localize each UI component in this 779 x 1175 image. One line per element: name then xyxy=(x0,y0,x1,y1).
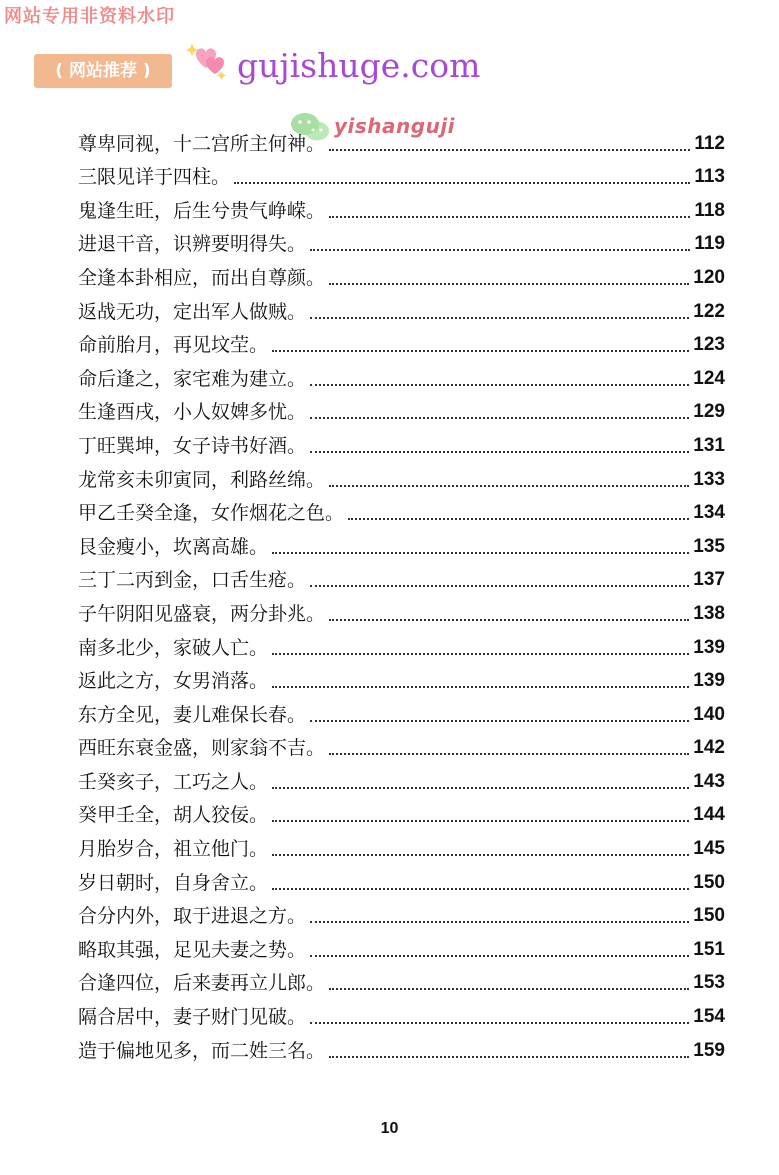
toc-dot-leader xyxy=(272,686,689,688)
toc-entry-title: 艮金瘦小，坎离高雄。 xyxy=(78,535,269,558)
toc-dot-leader xyxy=(272,552,689,554)
toc-entry-page: 113 xyxy=(694,166,725,188)
toc-dot-leader xyxy=(272,350,689,352)
toc-entry[interactable] xyxy=(78,191,725,225)
toc-dot-leader xyxy=(310,417,689,419)
toc-entry-page: 150 xyxy=(693,871,725,893)
toc-entry-page: 139 xyxy=(693,670,725,692)
toc-entry-title: 月胎岁合，祖立他门。 xyxy=(78,838,269,861)
toc-dot-leader xyxy=(272,888,689,890)
toc-entry-page: 137 xyxy=(693,569,725,591)
toc-dot-leader xyxy=(329,988,689,990)
toc-entry-title: 三限见详于四柱。 xyxy=(78,166,231,189)
recommend-badge[interactable]: ( 网站推荐 ) xyxy=(34,54,172,88)
toc-entry-title: 南多北少，家破人亡。 xyxy=(78,636,269,659)
toc-dot-leader xyxy=(310,317,689,319)
toc-entry-title: 命前胎月，再见坟茔。 xyxy=(78,334,269,357)
toc-dot-leader xyxy=(310,384,689,386)
toc-entry-page: 142 xyxy=(693,737,725,759)
toc-entry[interactable] xyxy=(78,258,725,292)
toc-entry-title: 生逢酉戌，小人奴婢多忧。 xyxy=(78,401,307,424)
toc-dot-leader xyxy=(272,820,689,822)
toc-dot-leader xyxy=(310,1022,689,1024)
toc-entry[interactable] xyxy=(78,594,725,628)
toc-entry-title: 三丁二丙到金，口舌生疮。 xyxy=(78,569,307,592)
toc-dot-leader xyxy=(234,182,690,184)
toc-dot-leader xyxy=(310,720,689,722)
toc-entry[interactable] xyxy=(78,930,725,964)
toc-dot-leader xyxy=(272,787,689,789)
toc-entry[interactable] xyxy=(78,997,725,1031)
toc-entry-title: 略取其强，足见夫妻之势。 xyxy=(78,938,307,961)
toc-dot-leader xyxy=(310,955,689,957)
toc-entry-title: 隔合居中，妻子财门见破。 xyxy=(78,1006,307,1029)
toc-dot-leader xyxy=(310,585,689,587)
toc-dot-leader xyxy=(348,518,689,520)
toc-entry[interactable] xyxy=(78,326,725,360)
hearts-icon xyxy=(182,40,234,86)
toc-entry[interactable] xyxy=(78,729,725,763)
toc-entry[interactable] xyxy=(78,829,725,863)
toc-entry-title: 子午阴阳见盛衰，两分卦兆。 xyxy=(78,602,326,625)
watermark-text: 网站专用非资料水印 xyxy=(4,6,175,27)
toc-entry[interactable] xyxy=(78,393,725,427)
toc-entry[interactable] xyxy=(78,897,725,931)
toc-dot-leader xyxy=(329,283,689,285)
toc-dot-leader xyxy=(329,753,689,755)
toc-entry-page: 154 xyxy=(693,1006,725,1028)
site-url-link[interactable]: gujishuge.com xyxy=(237,46,481,85)
toc-entry-page: 134 xyxy=(693,502,725,524)
toc-entry-page: 140 xyxy=(693,703,725,725)
toc-entry-title: 东方全见，妻儿难保长春。 xyxy=(78,703,307,726)
toc-entry-page: 133 xyxy=(693,468,725,490)
toc-entry[interactable] xyxy=(78,1031,725,1065)
toc-entry[interactable] xyxy=(78,158,725,192)
toc-entry[interactable] xyxy=(78,964,725,998)
toc-dot-leader xyxy=(310,921,689,923)
toc-entry-page: 124 xyxy=(693,367,725,389)
toc-entry-page: 144 xyxy=(693,804,725,826)
toc-entry[interactable] xyxy=(78,292,725,326)
page-number: 10 xyxy=(380,1120,399,1137)
toc-entry[interactable] xyxy=(78,628,725,662)
toc-entry[interactable] xyxy=(78,124,725,158)
toc-dot-leader xyxy=(272,653,689,655)
toc-entry[interactable] xyxy=(78,662,725,696)
toc-entry-page: 129 xyxy=(693,401,725,423)
toc-entry[interactable] xyxy=(78,695,725,729)
toc-entry[interactable] xyxy=(78,359,725,393)
toc-entry-title: 合逢四位，后来妻再立儿郎。 xyxy=(78,972,326,995)
toc-entry-page: 159 xyxy=(693,1039,725,1061)
toc-entry-page: 123 xyxy=(693,334,725,356)
toc-entry-title: 返战无功，定出军人做贼。 xyxy=(78,300,307,323)
toc-entry[interactable] xyxy=(78,527,725,561)
toc-entry-title: 丁旺巽坤，女子诗书好酒。 xyxy=(78,434,307,457)
toc-entry-title: 尊卑同视，十二宫所主何神。 xyxy=(78,132,326,155)
toc-entry[interactable] xyxy=(78,863,725,897)
wechat-id-text: yishanguji xyxy=(334,114,456,138)
toc-dot-leader xyxy=(329,485,689,487)
toc-entry-page: 151 xyxy=(693,938,725,960)
toc-entry-title: 合分内外，取于进退之方。 xyxy=(78,905,307,928)
toc-entry-page: 138 xyxy=(693,602,725,624)
toc-dot-leader xyxy=(329,149,690,151)
toc-entry-title: 进退干音，识辨要明得失。 xyxy=(78,233,307,256)
toc-dot-leader xyxy=(329,216,690,218)
toc-entry-title: 全逢本卦相应，而出自尊颜。 xyxy=(78,266,326,289)
toc-dot-leader xyxy=(329,1056,689,1058)
toc-dot-leader xyxy=(310,249,690,251)
toc-entry-page: 153 xyxy=(693,972,725,994)
toc-entry[interactable] xyxy=(78,494,725,528)
toc-entry-page: 112 xyxy=(694,132,725,154)
toc-entry-page: 145 xyxy=(693,838,725,860)
toc-entry-page: 119 xyxy=(694,233,725,255)
toc-entry[interactable] xyxy=(78,561,725,595)
toc-entry[interactable] xyxy=(78,796,725,830)
table-of-contents xyxy=(78,124,725,1065)
toc-entry-title: 壬癸亥子，工巧之人。 xyxy=(78,770,269,793)
toc-entry[interactable] xyxy=(78,460,725,494)
toc-entry-page: 122 xyxy=(693,300,725,322)
toc-entry[interactable] xyxy=(78,426,725,460)
toc-entry-page: 120 xyxy=(693,266,725,288)
toc-entry-title: 西旺东衰金盛，则家翁不吉。 xyxy=(78,737,326,760)
toc-entry-page: 150 xyxy=(693,905,725,927)
toc-entry-title: 返此之方，女男消落。 xyxy=(78,670,269,693)
toc-entry-title: 造于偏地见多，而二姓三名。 xyxy=(78,1039,326,1062)
toc-dot-leader xyxy=(310,451,689,453)
toc-entry-title: 龙常亥未卯寅同，利路丝绵。 xyxy=(78,468,326,491)
toc-entry-page: 118 xyxy=(694,199,725,221)
toc-entry[interactable] xyxy=(78,762,725,796)
toc-entry-page: 143 xyxy=(693,770,725,792)
toc-entry-title: 岁日朝时，自身舍立。 xyxy=(78,871,269,894)
toc-entry-title: 鬼逢生旺，后生兮贵气峥嵘。 xyxy=(78,199,326,222)
toc-dot-leader xyxy=(272,854,689,856)
toc-dot-leader xyxy=(329,619,689,621)
toc-entry[interactable] xyxy=(78,225,725,259)
toc-entry-page: 131 xyxy=(693,434,725,456)
toc-entry-title: 甲乙壬癸全逢，女作烟花之色。 xyxy=(78,502,345,525)
toc-entry-page: 135 xyxy=(693,535,725,557)
toc-entry-page: 139 xyxy=(693,636,725,658)
toc-entry-title: 命后逢之，家宅难为建立。 xyxy=(78,367,307,390)
toc-entry-title: 癸甲壬全，胡人狡佞。 xyxy=(78,804,269,827)
